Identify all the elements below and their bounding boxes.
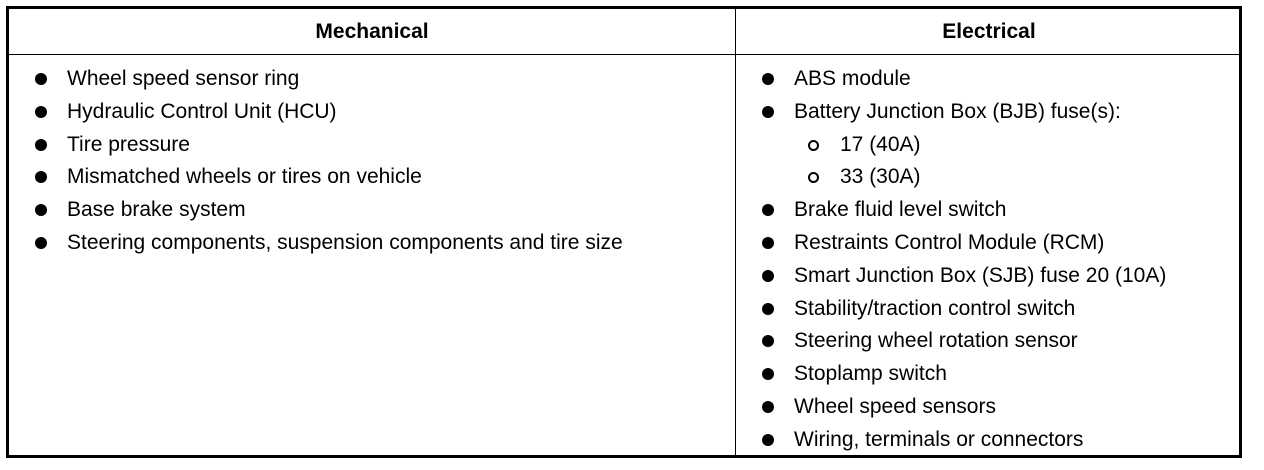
bullet-icon <box>762 368 774 380</box>
list-item <box>31 161 623 194</box>
header-electrical: Electrical <box>942 19 1036 43</box>
header-mechanical: Mechanical <box>315 19 429 43</box>
list-item-text: 33 (30A) <box>840 165 921 189</box>
bullet-icon <box>35 171 47 183</box>
bullet-icon <box>762 401 774 413</box>
list-item <box>758 358 1166 391</box>
bullet-icon <box>762 73 774 85</box>
list-item <box>31 129 623 162</box>
list-item-text: Wiring, terminals or connectors <box>794 427 1084 451</box>
inspection-table <box>6 6 1242 458</box>
list-item-text: Wheel speed sensor ring <box>67 67 300 90</box>
column-divider <box>735 9 736 455</box>
bullet-icon <box>762 270 774 282</box>
list-item-text: ABS module <box>794 67 911 90</box>
list-item-text: Hydraulic Control Unit (HCU) <box>67 99 337 123</box>
list-item <box>758 325 1166 358</box>
list-item-text: 17 (40A) <box>840 132 921 156</box>
list-item-text: Smart Junction Box (SJB) fuse 20 (10A) <box>794 263 1167 287</box>
bullet-icon <box>762 237 774 249</box>
bullet-icon <box>762 204 774 216</box>
list-item-text: Brake fluid level switch <box>794 198 1007 222</box>
list-item-text: Battery Junction Box (BJB) fuse(s): <box>794 99 1121 123</box>
header-divider <box>9 54 1239 55</box>
electrical-list <box>758 63 1166 457</box>
bullet-icon <box>35 237 47 249</box>
mechanical-list <box>31 63 623 260</box>
list-item <box>31 194 623 227</box>
list-item <box>31 63 623 96</box>
list-item-text: Stoplamp switch <box>794 362 947 386</box>
bullet-icon <box>35 73 47 85</box>
list-item-text: Steering wheel rotation sensor <box>794 329 1078 353</box>
bullet-icon <box>762 335 774 347</box>
bullet-icon <box>35 106 47 118</box>
list-item <box>758 63 1166 96</box>
sub-list-item <box>758 161 1166 194</box>
list-item <box>31 227 623 260</box>
list-item-text: Base brake system <box>67 198 246 222</box>
list-item <box>758 194 1166 227</box>
hollow-bullet-icon <box>808 172 819 183</box>
list-item-text: Stability/traction control switch <box>794 296 1076 320</box>
list-item-text: Tire pressure <box>67 132 190 156</box>
sub-list-item <box>758 129 1166 162</box>
bullet-icon <box>35 204 47 216</box>
list-item <box>758 391 1166 424</box>
list-item <box>758 260 1166 293</box>
bullet-icon <box>35 139 47 151</box>
list-item <box>31 96 623 129</box>
list-item <box>758 424 1166 457</box>
list-item <box>758 227 1166 260</box>
bullet-icon <box>762 303 774 315</box>
hollow-bullet-icon <box>808 140 819 151</box>
list-item-text: Wheel speed sensors <box>794 394 996 418</box>
list-item-text: Restraints Control Module (RCM) <box>794 230 1105 254</box>
list-item-text: Steering components, suspension components and tire size <box>67 230 623 254</box>
list-item <box>758 293 1166 326</box>
list-item-text: Mismatched wheels or tires on vehicle <box>67 165 422 189</box>
list-item <box>758 96 1166 129</box>
bullet-icon <box>762 434 774 446</box>
bullet-icon <box>762 106 774 118</box>
